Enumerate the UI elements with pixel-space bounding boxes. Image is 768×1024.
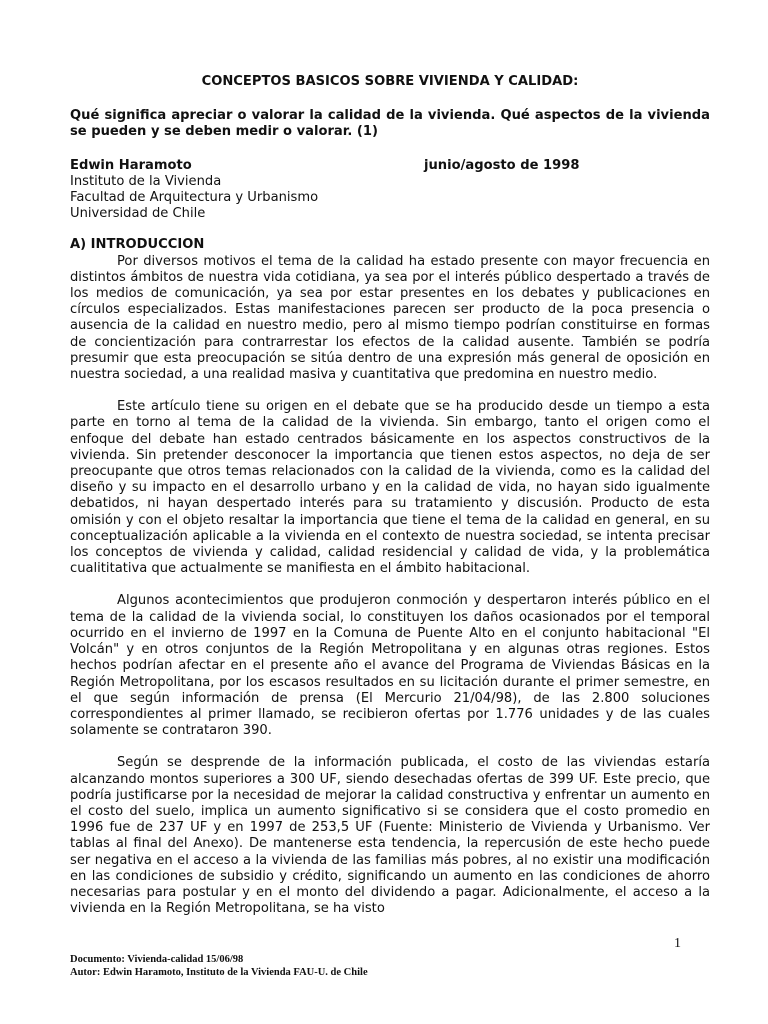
document-date: junio/agosto de 1998 [424,157,580,173]
document-title: CONCEPTOS BASICOS SOBRE VIVIENDA Y CALIDAD: [201,74,579,89]
document-body [70,74,710,917]
document-subtitle: Qué significa apreciar o valorar la calidad de la vivienda. Qué aspectos de la vivienda se pueden y se deben medir o valorar. (1) [70,108,710,140]
paragraph: Este artículo tiene su origen en el debate que se ha producido desde un tiempo a esta parte en torno al tema de la calidad de la vivienda. Sin embargo, tanto el origen como el enfoque del debate han estado centrados básicamente en los aspectos constructivos de la vivienda. Sin pretender desconocer la importancia que tienen estos aspectos, no deja de ser preocupante que otros temas relacionados con la calidad de la vivienda, como es la calidad del diseño y su impacto en el desarrollo urbano y en la calidad de vida, no hayan sido igualmente debatidos, ni hayan despertado interés para su tratamiento y discusión. Producto de esta omisión y con el objeto resaltar la importancia que tiene el tema de la calidad en general, en su conceptualización aplicable a la vivienda en el contexto de nuestra sociedad, se intenta precisar los conceptos de vivienda y calidad, calidad residencial y calidad de vida, y la problemática cualititativa que actualmente se manifiesta en el ámbito habitacional. [70,399,710,577]
section-heading: A) INTRODUCCION [70,237,205,253]
page-footer [70,953,368,979]
author-name: Edwin Haramoto [70,157,192,173]
footer-document-line: Documento: Vivienda-calidad 15/06/98 [70,954,244,965]
paragraph: Según se desprende de la información publicada, el costo de las viviendas estaría alcanzando montos superiores a 300 UF, siendo desechadas ofertas de 399 UF. Este precio, que podría justificarse por la necesidad de mejorar la calidad constructiva y enfrentar un aumento en el costo del suelo, implica un aumento significativo si se considera que el costo promedio en 1996 fue de 237 UF y en 1997 de 253,5 UF (Fuente: Ministerio de Vivienda y Urbanismo. Ver tablas al final del Anexo). De mantenerse esta tendencia, la repercusión de este hecho puede ser negativa en el acceso a la vivienda de las familias más pobres, al no existir una modificación en las condiciones de subsidio y crédito, significando un aumento en las condiciones de ahorro necesarias para postular y en el monto del dividendo a pagar. Adicionalmente, el acceso a la vivienda en la Región Metropolitana, se ha visto [70,755,710,917]
page-number: 1 [674,936,681,951]
affiliation-line: Universidad de Chile [70,206,206,222]
paragraph: Algunos acontecimientos que produjeron conmoción y despertaron interés público en el tema de la calidad de la vivienda social, lo constituyen los daños ocasionados por el temporal ocurrido en el invierno de 1997 en la Comuna de Puente Alto en el conjunto habitacional "El Volcán" y en otros conjuntos de la Región Metropolitana y en algunas otras regiones. Estos hechos podrían afectar en el presente año el avance del Programa de Viviendas Básicas en la Región Metropolitana, por los escasos resultados en su licitación durante el primer semestre, en el que según información de prensa (El Mercurio 21/04/98), de las 2.800 soluciones correspondientes al primer llamado, se recibieron ofertas por 1.776 unidades y de las cuales solamente se contrataron 390. [70,593,710,739]
paragraph: Por diversos motivos el tema de la calidad ha estado presente con mayor frecuencia en distintos ámbitos de nuestra vida cotidiana, ya sea por el interés público despertado a través de los medios de comunicación, ya sea por estar presentes en los debates y publicaciones en círculos especializados. Estas manifestaciones parecen ser producto de la poca presencia o ausencia de la calidad en nuestro medio, pero al mismo tiempo podrían constituirse en formas de concientización para contrarrestar los efectos de la calidad ausente. También se podría presumir que esta preocupación se sitúa dentro de una expresión más general de oposición en nuestra sociedad, a una realidad masiva y cuantitativa que predomina en nuestro medio. [70,253,710,383]
affiliation-line: Instituto de la Vivienda [70,173,222,189]
affiliation-line: Facultad de Arquitectura y Urbanismo [70,190,319,206]
author-row [70,158,710,174]
footer-author-line: Autor: Edwin Haramoto, Instituto de la Vivienda FAU-U. de Chile [70,967,368,978]
